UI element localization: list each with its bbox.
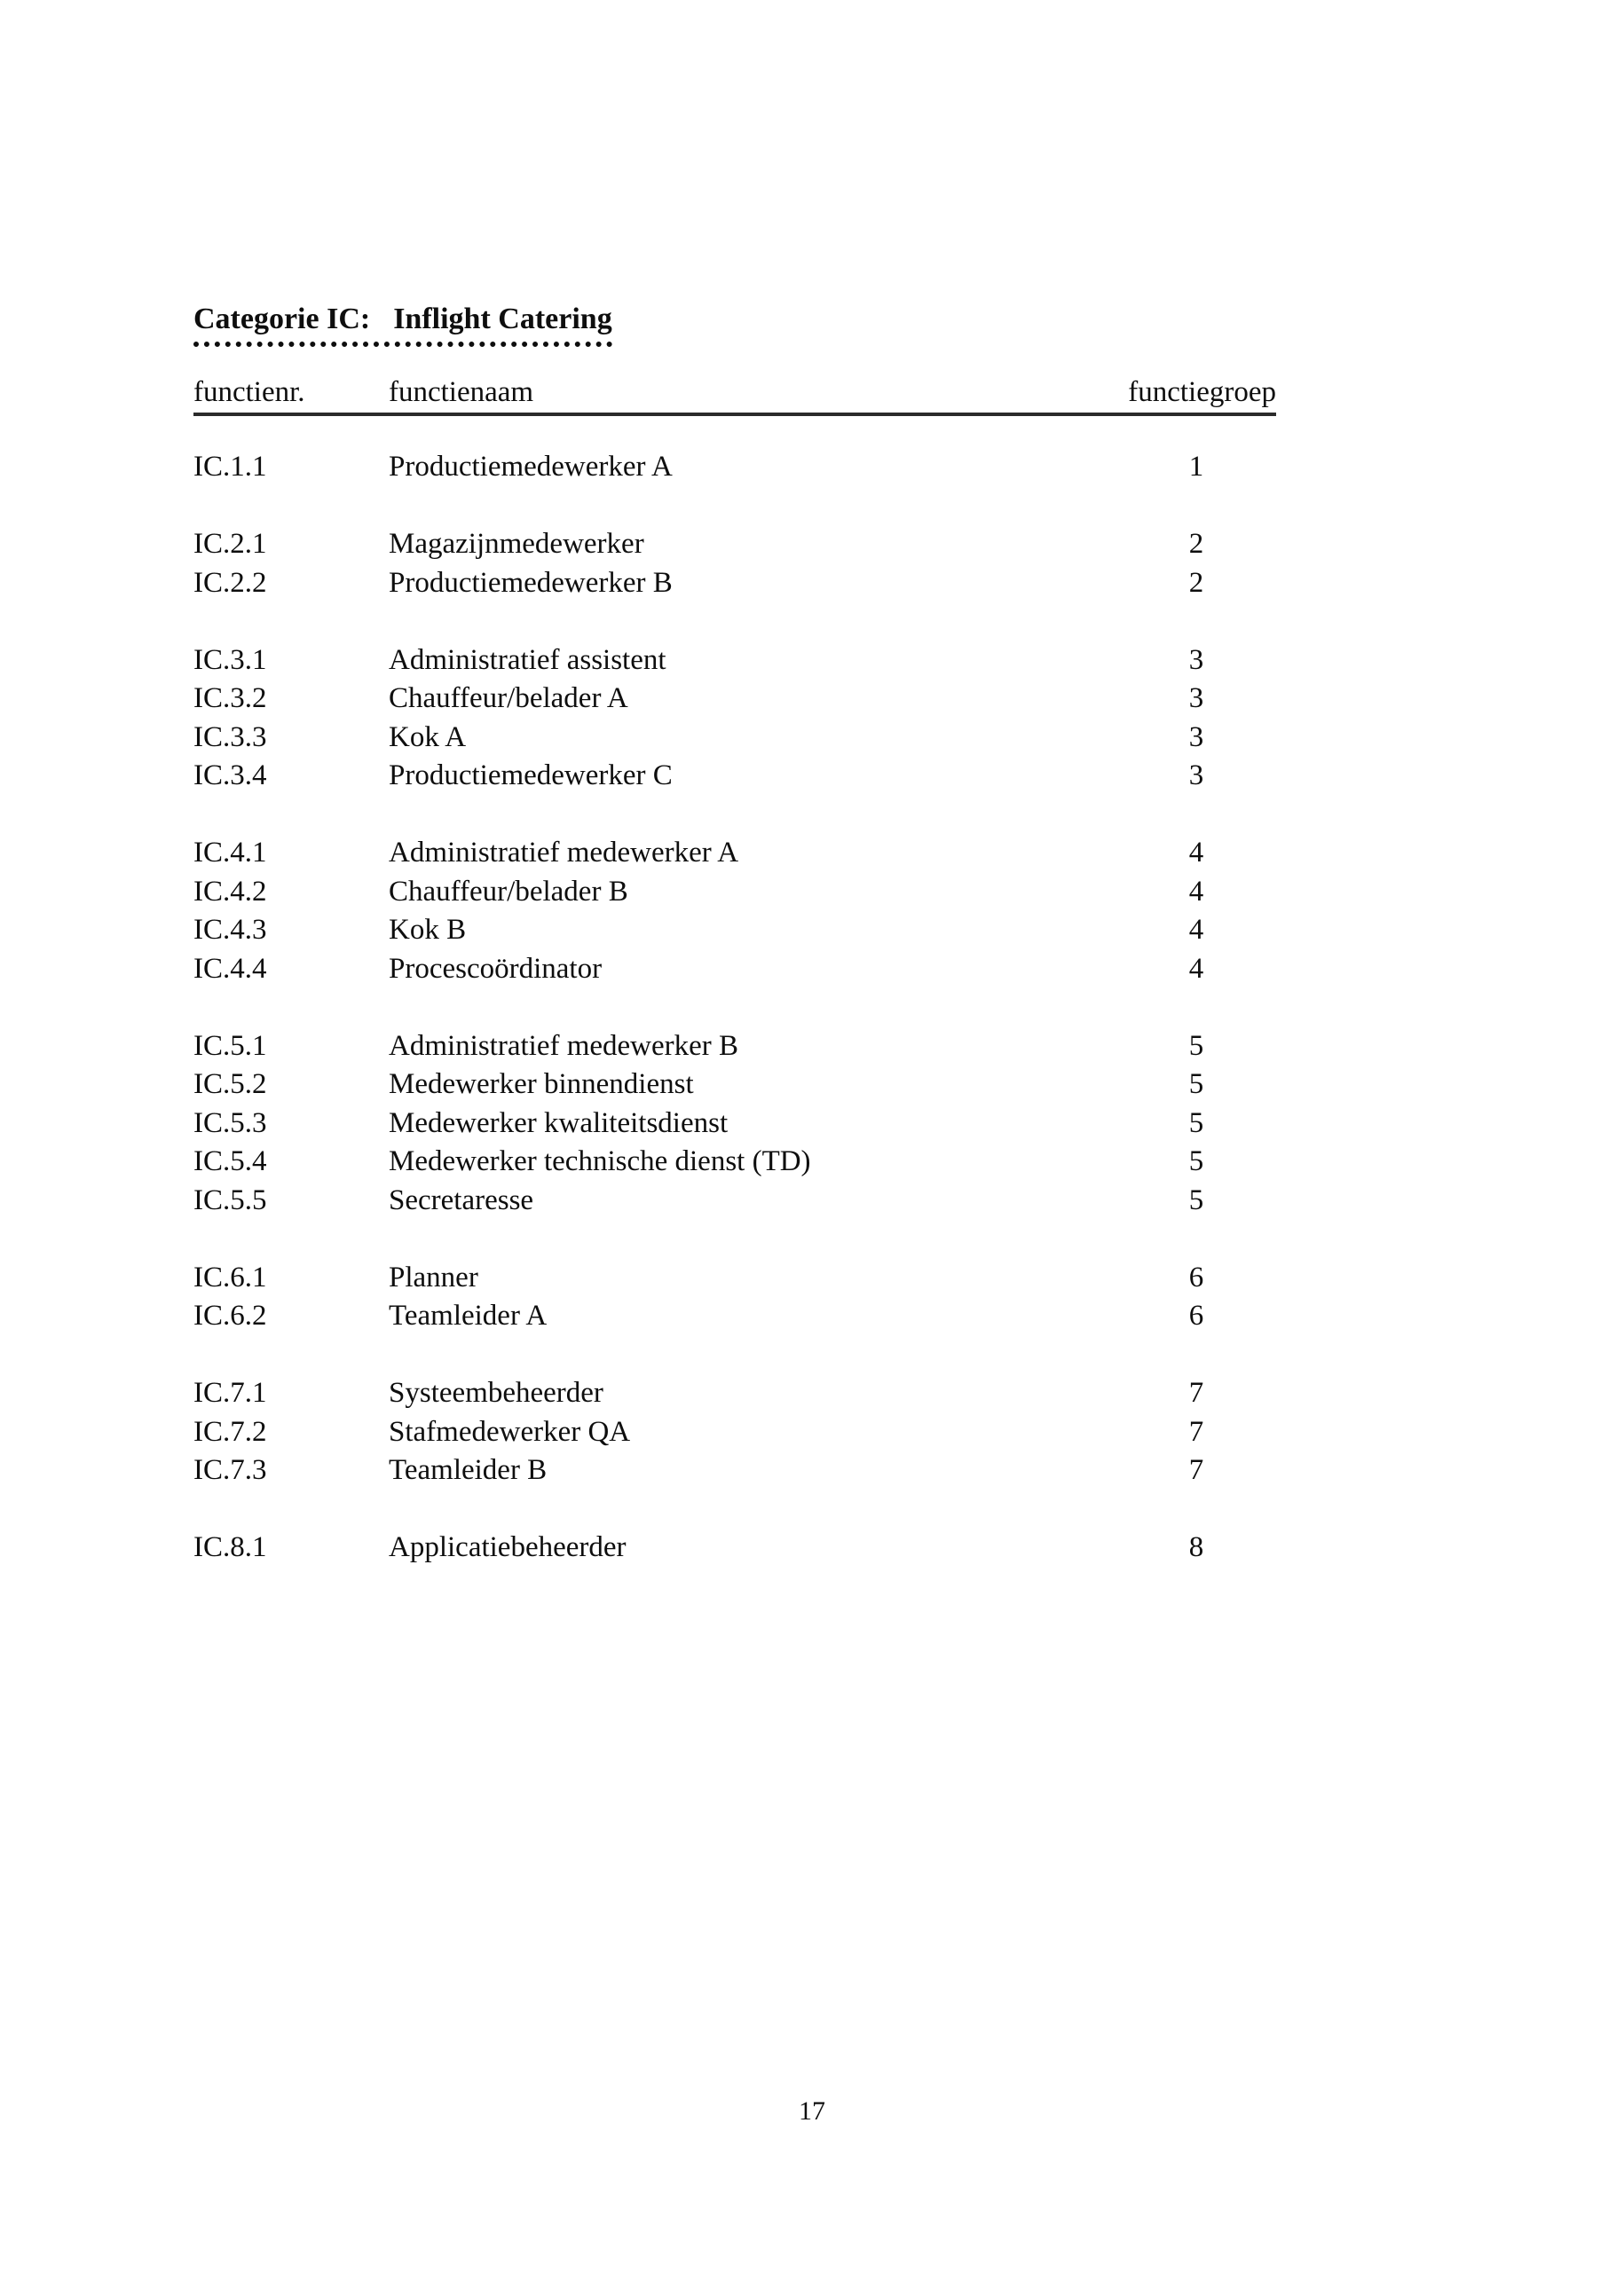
table-row [193,873,1276,912]
cell-functiegroep: 7 [1188,1377,1204,1409]
cell-functiegroep: 4 [1188,875,1204,908]
table-row [193,1065,1276,1105]
cell-functiegroep: 3 [1188,643,1204,676]
cell-functienaam: Chauffeur/belader B [389,875,628,908]
cell-functienr: IC.5.3 [193,1106,267,1139]
function-group-7 [193,1374,1276,1490]
cell-functienr: IC.4.2 [193,875,267,908]
cell-functienr: IC.4.4 [193,952,267,985]
table-row [193,1143,1276,1182]
cell-functienaam: Secretaresse [389,1183,534,1216]
cell-functienaam: Administratief medewerker A [389,837,739,869]
cell-functiegroep: 3 [1188,720,1204,753]
function-group-5 [193,1027,1276,1221]
cell-functienaam: Productiemedewerker C [389,759,673,791]
cell-functienr: IC.7.2 [193,1415,267,1448]
cell-functiegroep: 3 [1188,682,1204,714]
cell-functiegroep: 5 [1188,1183,1204,1216]
table-row [193,1297,1276,1336]
cell-functiegroep: 6 [1188,1261,1204,1293]
cell-functienaam: Administratief medewerker B [389,1029,739,1062]
cell-functienr: IC.4.1 [193,837,267,869]
cell-functiegroep: 5 [1188,1029,1204,1062]
cell-functiegroep: 7 [1188,1454,1204,1486]
function-group-6 [193,1259,1276,1336]
table-row [193,950,1276,989]
cell-functienr: IC.3.2 [193,682,267,714]
column-header-functiegroep: functiegroep [1128,376,1276,408]
cell-functienr: IC.5.2 [193,1068,267,1100]
column-header-functienaam: functienaam [389,376,534,408]
cell-functiegroep: 3 [1188,759,1204,791]
column-header-functienr: functienr. [193,376,305,408]
table-row [193,1259,1276,1298]
cell-functienr: IC.7.1 [193,1377,267,1409]
cell-functienr: IC.5.4 [193,1145,267,1177]
cell-functienr: IC.3.3 [193,720,267,753]
table-row [193,1374,1276,1413]
cell-functienr: IC.5.1 [193,1029,267,1062]
table-row [193,719,1276,758]
table-row [193,1529,1276,1568]
cell-functiegroep: 5 [1188,1106,1204,1139]
function-group-4 [193,834,1276,988]
function-table-body [193,448,1276,1606]
cell-functienaam: Magazijnmedewerker [389,528,644,560]
cell-functienr: IC.1.1 [193,451,267,483]
cell-functienaam: Chauffeur/belader A [389,682,628,714]
function-group-8 [193,1529,1276,1568]
cell-functienaam: Medewerker kwaliteitsdienst [389,1106,729,1139]
cell-functienr: IC.3.4 [193,759,267,791]
cell-functienaam: Stafmedewerker QA [389,1415,631,1448]
cell-functiegroep: 7 [1188,1415,1204,1448]
table-row [193,1105,1276,1144]
page-number: 17 [799,2096,825,2126]
cell-functiegroep: 2 [1188,566,1204,599]
cell-functienaam: Medewerker technische dienst (TD) [389,1145,811,1177]
cell-functienr: IC.4.3 [193,914,267,946]
cell-functienaam: Medewerker binnendienst [389,1068,694,1100]
category-heading [193,300,612,347]
table-row [193,834,1276,873]
table-row [193,448,1276,487]
table-row [193,680,1276,719]
cell-functiegroep: 4 [1188,914,1204,946]
category-title: Inflight Catering [393,303,612,335]
cell-functienaam: Systeembeheerder [389,1377,603,1409]
cell-functiegroep: 4 [1188,952,1204,985]
category-heading-underlined [193,300,612,347]
cell-functienaam: Teamleider B [389,1454,548,1486]
cell-functiegroep: 6 [1188,1300,1204,1332]
function-group-3 [193,641,1276,796]
table-row [193,1027,1276,1066]
table-row [193,641,1276,680]
cell-functiegroep: 1 [1188,451,1204,483]
cell-functienr: IC.5.5 [193,1183,267,1216]
cell-functiegroep: 5 [1188,1068,1204,1100]
cell-functienr: IC.6.1 [193,1261,267,1293]
function-group-1 [193,448,1276,487]
cell-functienaam: Planner [389,1261,478,1293]
cell-functienaam: Teamleider A [389,1300,548,1332]
table-row [193,757,1276,796]
cell-functiegroep: 2 [1188,528,1204,560]
cell-functienr: IC.2.2 [193,566,267,599]
table-row [193,1413,1276,1452]
cell-functienaam: Kok A [389,720,467,753]
cell-functiegroep: 4 [1188,837,1204,869]
cell-functiegroep: 8 [1188,1531,1204,1563]
cell-functienr: IC.7.3 [193,1454,267,1486]
table-row [193,911,1276,950]
table-row [193,1451,1276,1490]
table-row [193,525,1276,564]
cell-functienr: IC.2.1 [193,528,267,560]
cell-functienr: IC.6.2 [193,1300,267,1332]
cell-functienr: IC.3.1 [193,643,267,676]
cell-functienaam: Productiemedewerker A [389,451,673,483]
cell-functienaam: Productiemedewerker B [389,566,673,599]
cell-functienaam: Procescoördinator [389,952,603,985]
cell-functienaam: Administratief assistent [389,643,666,676]
table-row [193,1182,1276,1221]
cell-functienr: IC.8.1 [193,1531,267,1563]
category-label: Categorie IC: [193,303,371,335]
table-header-row [193,373,1276,416]
table-row [193,564,1276,603]
cell-functiegroep: 5 [1188,1145,1204,1177]
cell-functienaam: Kok B [389,914,467,946]
cell-functienaam: Applicatiebeheerder [389,1531,627,1563]
function-group-2 [193,525,1276,602]
